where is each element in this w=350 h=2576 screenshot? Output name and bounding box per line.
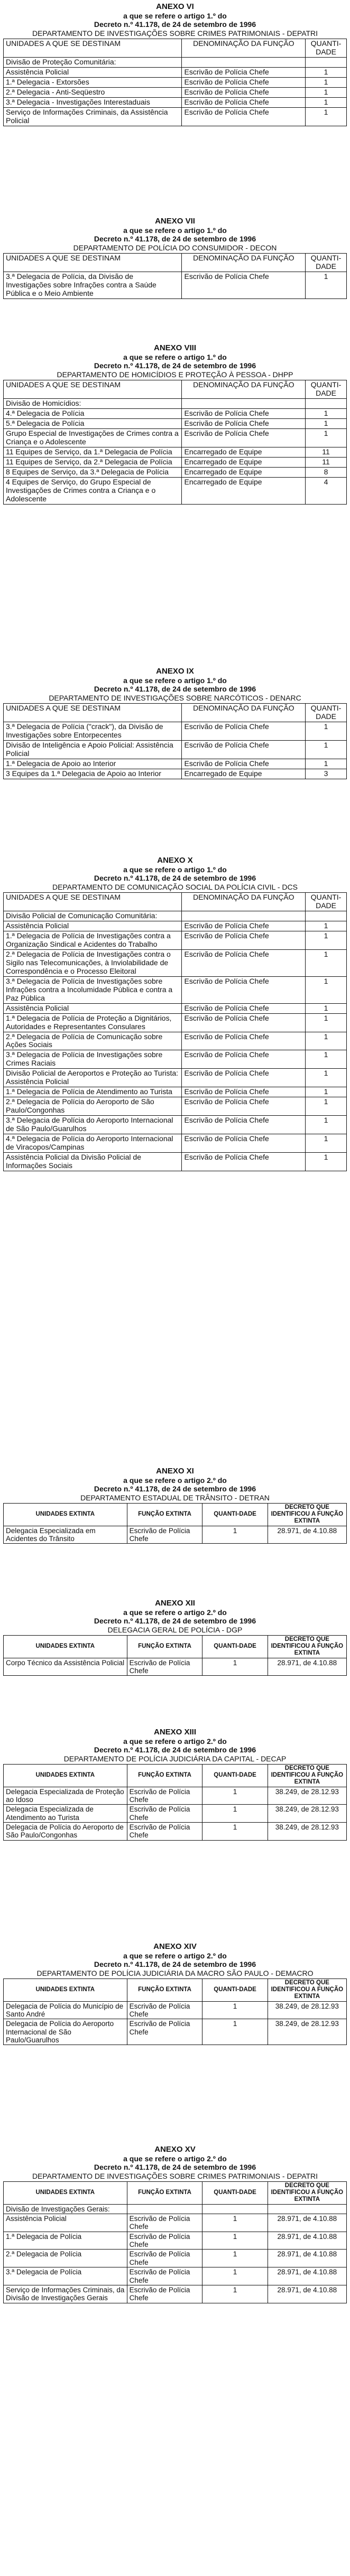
unit-cell: 3.ª Delegacia de Polícia de Investigações sobre Infrações contra a Incolumidade Pública e contra a Paz Pública [4,976,182,1003]
qty-cell: 1 [306,88,347,98]
unit-cell: 1.ª Delegacia - Extorsões [4,78,182,88]
qty-cell: 1 [306,97,347,107]
anexo-6 [3,2,347,126]
func-cell: Escrivão de Polícia Chefe [182,722,306,741]
qty-cell: 8 [306,467,347,477]
table-row [4,769,347,779]
anexo-decreto: Decreto n.º 41.178, de 24 de setembro de 1996 [94,361,256,370]
anexo-ref: a que se refere o artigo 1.º do [123,226,227,235]
unit-cell: 3.ª Delegacia de Polícia [4,2267,127,2285]
col-quantidade: QUANTI-DADE [202,1979,268,2001]
unit-cell: 5.ª Delegacia de Polícia [4,419,182,429]
qty-cell: 1 [202,2001,268,2019]
table-row [4,931,347,950]
table-row [4,2267,347,2285]
table-row [4,1823,347,1841]
col-decreto: DECRETO QUE IDENTIFICOU A FUNÇÃO EXTINTA [268,1504,346,1526]
anexo-9 [3,667,347,779]
func-cell [182,911,306,921]
qty-cell: 1 [306,1134,347,1153]
table-row [4,429,347,447]
func-cell [127,2204,202,2214]
table-row [4,68,347,78]
col-quantidade: QUANTI-DADE [306,380,347,399]
anexo-ref: a que se refere o artigo 2.º do [123,1951,227,1960]
col-decreto: DECRETO QUE IDENTIFICOU A FUNÇÃO EXTINTA [268,1979,346,2001]
anexo-table [3,39,347,126]
func-cell: Encarregado de Equipe [182,477,306,504]
qty-cell: 1 [306,1013,347,1032]
table-row [4,1069,347,1087]
unit-cell: Delegacia de Polícia do Município de Santo André [4,2001,127,2019]
qty-cell: 1 [306,931,347,950]
unit-cell: Grupo Especial de Investigações de Crimes contra a Criança e o Adolescente [4,429,182,447]
unit-cell: 4 Equipes de Serviço, do Grupo Especial de Investigações de Crimes contra a Criança e o Adolescente [4,477,182,504]
anexo-ref: a que se refere o artigo 2.º do [123,1608,227,1617]
unit-cell: 2.ª Delegacia de Polícia de Comunicação sobre Ações Sociais [4,1032,182,1050]
func-cell: Escrivão de Polícia Chefe [182,921,306,931]
col-quantidade: QUANTI-DADE [306,254,347,272]
qty-cell: 1 [202,1805,268,1823]
unit-cell: 3.ª Delegacia de Polícia, da Divisão de Investigações sobre Infrações contra a Saúde Pública e o Meio Ambiente [4,272,182,299]
func-cell: Escrivão de Polícia Chefe [182,1116,306,1134]
anexo-title: ANEXO X [157,856,193,865]
table-row [4,741,347,759]
unit-cell: Delegacia Especializada de Proteção ao Idoso [4,1787,127,1805]
table-row [4,88,347,98]
col-unidades-extinta: UNIDADES EXTINTA [4,1765,127,1787]
col-quantidade: QUANTI-DADE [202,1504,268,1526]
unit-cell: 2.ª Delegacia de Polícia [4,2250,127,2267]
unit-cell: 1.ª Delegacia de Polícia [4,2232,127,2250]
func-cell: Escrivão de Polícia Chefe [182,88,306,98]
table-row [4,467,347,477]
anexo-12 [3,1599,347,1676]
anexo-15 [3,2145,347,2303]
qty-cell [306,399,347,409]
anexo-14 [3,1942,347,2045]
anexo-decreto: Decreto n.º 41.178, de 24 de setembro de 1996 [94,2163,256,2172]
func-cell: Escrivão de Polícia Chefe [127,2001,202,2019]
func-cell: Escrivão de Polícia Chefe [182,949,306,976]
table-row [4,1087,347,1097]
table-row [4,58,347,68]
qty-cell: 4 [306,477,347,504]
col-funcao-extinta: FUNÇÃO EXTINTA [127,1636,202,1658]
func-cell: Escrivão de Polícia Chefe [127,1526,202,1544]
table-row [4,447,347,457]
decreto-cell: 38.249, de 28.12.93 [268,2019,346,2045]
anexo-title: ANEXO XI [156,1467,194,1476]
table-row [4,107,347,126]
qty-cell: 1 [306,78,347,88]
col-denominacao: DENOMINAÇÃO DA FUNÇÃO [182,704,306,722]
qty-cell: 1 [306,1097,347,1116]
func-cell: Escrivão de Polícia Chefe [182,78,306,88]
unit-cell: 3.ª Delegacia - Investigações Interestaduais [4,97,182,107]
anexo-ref: a que se refere o artigo 1.º do [123,11,227,20]
unit-cell: Divisão Policial de Aeroportos e Proteção ao Turista: Assistência Policial [4,1069,182,1087]
anexo-dept: DEPARTAMENTO DE POLÍCIA DO CONSUMIDOR - DECON [73,243,277,252]
anexo-title: ANEXO XII [155,1599,195,1608]
table-row [4,1658,347,1676]
unit-cell: 1.ª Delegacia de Polícia de Investigações contra a Organização Sindical e Acidentes do Trabalho [4,931,182,950]
func-cell: Escrivão de Polícia Chefe [182,741,306,759]
qty-cell: 1 [306,419,347,429]
table-row [4,1032,347,1050]
qty-cell: 1 [306,949,347,976]
col-unidades: UNIDADES A QUE SE DESTINAM [4,254,182,272]
func-cell [182,58,306,68]
func-cell: Escrivão de Polícia Chefe [182,1003,306,1013]
decreto-cell: 28.971, de 4.10.88 [268,2267,346,2285]
decreto-cell: 38.249, de 28.12.93 [268,1805,346,1823]
anexo-title: ANEXO VII [155,217,195,226]
func-cell: Escrivão de Polícia Chefe [182,1069,306,1087]
anexo-dept: DEPARTAMENTO DE HOMICÍDIOS E PROTEÇÃO À PESSOA - DHPP [57,370,293,379]
qty-cell: 1 [202,1526,268,1544]
table-row [4,1116,347,1134]
anexo-dept: DEPARTAMENTO DE COMUNICAÇÃO SOCIAL DA POLÍCIA CIVIL - DCS [52,882,298,891]
unit-cell: 4.ª Delegacia de Polícia [4,409,182,419]
table-row [4,1134,347,1153]
func-cell: Escrivão de Polícia Chefe [127,1823,202,1841]
col-unidades-extinta: UNIDADES EXTINTA [4,2182,127,2204]
unit-cell: 1.ª Delegacia de Polícia de Proteção a Dignitários, Autoridades e Representantes Consulares [4,1013,182,1032]
qty-cell: 1 [306,107,347,126]
func-cell: Escrivão de Polícia Chefe [182,68,306,78]
anexo-ref: a que se refere o artigo 2.º do [123,1476,227,1485]
qty-cell [202,2204,268,2214]
table-row [4,1152,347,1171]
unit-cell: Divisão de Homicídios: [4,399,182,409]
col-denominacao: DENOMINAÇÃO DA FUNÇÃO [182,254,306,272]
func-cell: Escrivão de Polícia Chefe [182,107,306,126]
func-cell: Escrivão de Polícia Chefe [127,2214,202,2232]
unit-cell: Corpo Técnico da Assistência Policial [4,1658,127,1676]
anexo-decreto: Decreto n.º 41.178, de 24 de setembro de 1996 [94,1617,256,1626]
anexo-dept: DEPARTAMENTO DE INVESTIGAÇÕES SOBRE CRIMES PATRIMONIAIS - DEPATRI [32,2171,318,2180]
decreto-cell: 28.971, de 4.10.88 [268,2214,346,2232]
decreto-cell: 38.249, de 28.12.93 [268,1823,346,1841]
anexo-dept: DEPARTAMENTO DE INVESTIGAÇÕES SOBRE NARCÓTICOS - DENARC [49,693,301,702]
col-funcao-extinta: FUNÇÃO EXTINTA [127,2182,202,2204]
table-row [4,1526,347,1544]
anexo-decreto: Decreto n.º 41.178, de 24 de setembro de 1996 [94,1746,256,1754]
unit-cell: 1.ª Delegacia de Apoio ao Interior [4,759,182,769]
unit-cell: 3.ª Delegacia de Polícia do Aeroporto Internacional de São Paulo/Guarulhos [4,1116,182,1134]
anexo-7 [3,217,347,299]
func-cell: Escrivão de Polícia Chefe [127,1805,202,1823]
unit-cell: 3.ª Delegacia de Polícia ("crack"), da Divisão de Investigações sobre Entorpecentes [4,722,182,741]
anexo-table [3,1978,347,2045]
table-row [4,78,347,88]
unit-cell: Delegacia Especializada em Acidentes do Trânsito [4,1526,127,1544]
table-row [4,97,347,107]
col-quantidade: QUANTI-DADE [306,39,347,58]
anexo-table [3,892,347,1171]
func-cell: Escrivão de Polícia Chefe [182,419,306,429]
col-unidades: UNIDADES A QUE SE DESTINAM [4,704,182,722]
unit-cell: Delegacia de Polícia do Aeroporto Internacional de São Paulo/Guarulhos [4,2019,127,2045]
anexo-decreto: Decreto n.º 41.178, de 24 de setembro de 1996 [94,685,256,694]
col-quantidade: QUANTI-DADE [306,704,347,722]
table-row [4,759,347,769]
anexo-decreto: Decreto n.º 41.178, de 24 de setembro de 1996 [94,1485,256,1494]
func-cell: Escrivão de Polícia Chefe [182,429,306,447]
table-row [4,2285,347,2303]
col-decreto: DECRETO QUE IDENTIFICOU A FUNÇÃO EXTINTA [268,2182,346,2204]
anexo-decreto: Decreto n.º 41.178, de 24 de setembro de 1996 [94,1960,256,1969]
func-cell: Escrivão de Polícia Chefe [127,2267,202,2285]
unit-cell: Delegacia Especializada de Atendimento ao Turista [4,1805,127,1823]
anexo-title: ANEXO XIV [153,1942,197,1951]
func-cell: Escrivão de Polícia Chefe [182,1134,306,1153]
table-row [4,477,347,504]
col-unidades: UNIDADES A QUE SE DESTINAM [4,39,182,58]
col-unidades-extinta: UNIDADES EXTINTA [4,1504,127,1526]
decreto-cell: 28.971, de 4.10.88 [268,2232,346,2250]
table-row [4,272,347,299]
col-unidades: UNIDADES A QUE SE DESTINAM [4,380,182,399]
anexo-title: ANEXO IX [156,667,194,676]
table-row [4,1787,347,1805]
qty-cell: 1 [202,2250,268,2267]
qty-cell: 1 [202,1658,268,1676]
unit-cell: Divisão de Inteligência e Apoio Policial: Assistência Policial [4,741,182,759]
anexo-table [3,253,347,299]
col-quantidade: QUANTI-DADE [202,2182,268,2204]
unit-cell: Divisão Policial de Comunicação Comunitária: [4,911,182,921]
unit-cell: 3.ª Delegacia de Polícia de Investigações sobre Crimes Raciais [4,1050,182,1069]
decreto-cell: 28.971, de 4.10.88 [268,1526,346,1544]
col-decreto: DECRETO QUE IDENTIFICOU A FUNÇÃO EXTINTA [268,1636,346,1658]
anexo-table [3,380,347,504]
qty-cell: 1 [306,68,347,78]
anexo-11 [3,1467,347,1544]
qty-cell: 1 [202,2019,268,2045]
anexo-ref: a que se refere o artigo 2.º do [123,2154,227,2163]
col-quantidade: QUANTI-DADE [202,1636,268,1658]
qty-cell: 1 [306,429,347,447]
unit-cell: 11 Equipes de Serviço, da 2.ª Delegacia de Polícia [4,457,182,467]
qty-cell: 1 [306,1050,347,1069]
unit-cell: 2.ª Delegacia - Anti-Seqüestro [4,88,182,98]
func-cell: Escrivão de Polícia Chefe [182,1087,306,1097]
qty-cell: 1 [306,1152,347,1171]
unit-cell: Delegacia de Polícia do Aeroporto de São Paulo/Congonhas [4,1823,127,1841]
anexo-title: ANEXO XV [154,2145,196,2154]
table-row [4,2019,347,2045]
table-row [4,722,347,741]
col-quantidade: QUANTI-DADE [202,1765,268,1787]
func-cell: Escrivão de Polícia Chefe [182,1050,306,1069]
unit-cell: Serviço de Informações Criminais, da Assistência Policial [4,107,182,126]
unit-cell: 1.ª Delegacia de Polícia de Atendimento ao Turista [4,1087,182,1097]
qty-cell: 1 [306,1069,347,1087]
col-unidades-extinta: UNIDADES EXTINTA [4,1979,127,2001]
anexo-13 [3,1728,347,1841]
anexo-dept: DEPARTAMENTO DE POLÍCIA JUDICIÁRIA DA CAPITAL - DECAP [63,1754,287,1763]
unit-cell: 2.ª Delegacia de Polícia de Investigações contra o Sigilo nas Telecomunicações, à Inviolabilidade de Correspondência e o Processo Eleitoral [4,949,182,976]
func-cell: Escrivão de Polícia Chefe [182,97,306,107]
col-funcao-extinta: FUNÇÃO EXTINTA [127,1765,202,1787]
qty-cell: 1 [306,1087,347,1097]
func-cell: Escrivão de Polícia Chefe [127,1658,202,1676]
table-row [4,2250,347,2267]
table-row [4,921,347,931]
unit-cell: Serviço de Informações Criminais, da Divisão de Investigações Gerais [4,2285,127,2303]
table-row [4,2214,347,2232]
table-row [4,399,347,409]
anexo-title: ANEXO VIII [153,343,197,352]
anexo-table [3,703,347,779]
decreto-cell: 38.249, de 28.12.93 [268,1787,346,1805]
unit-cell: 4.ª Delegacia de Polícia do Aeroporto Internacional de Viracopos/Campinas [4,1134,182,1153]
anexo-table [3,1503,347,1544]
table-row [4,976,347,1003]
qty-cell: 1 [306,1032,347,1050]
qty-cell [306,911,347,921]
table-row [4,2001,347,2019]
col-funcao-extinta: FUNÇÃO EXTINTA [127,1504,202,1526]
col-unidades-extinta: UNIDADES EXTINTA [4,1636,127,1658]
anexo-decreto: Decreto n.º 41.178, de 24 de setembro de 1996 [94,20,256,29]
table-row [4,2204,347,2214]
anexo-decreto: Decreto n.º 41.178, de 24 de setembro de 1996 [94,874,256,883]
qty-cell: 1 [306,722,347,741]
anexo-dept: DEPARTAMENTO DE INVESTIGAÇÕES SOBRE CRIMES PATRIMONIAIS - DEPATRI [32,29,318,38]
func-cell: Escrivão de Polícia Chefe [182,1097,306,1116]
func-cell: Escrivão de Polícia Chefe [127,2019,202,2045]
func-cell: Escrivão de Polícia Chefe [182,1152,306,1171]
qty-cell: 1 [306,1116,347,1134]
qty-cell: 1 [306,409,347,419]
func-cell: Escrivão de Polícia Chefe [127,1787,202,1805]
decreto-cell: 28.971, de 4.10.88 [268,1658,346,1676]
qty-cell: 1 [306,921,347,931]
table-row [4,2232,347,2250]
anexo-title: ANEXO VI [156,2,194,11]
unit-cell: Assistência Policial [4,2214,127,2232]
qty-cell: 1 [202,1823,268,1841]
anexo-ref: a que se refere o artigo 2.º do [123,1737,227,1746]
func-cell: Escrivão de Polícia Chefe [182,976,306,1003]
table-row [4,1013,347,1032]
table-row [4,1003,347,1013]
func-cell: Encarregado de Equipe [182,769,306,779]
qty-cell: 1 [306,741,347,759]
func-cell: Encarregado de Equipe [182,457,306,467]
anexo-decreto: Decreto n.º 41.178, de 24 de setembro de 1996 [94,235,256,244]
table-row [4,409,347,419]
table-row [4,1050,347,1069]
anexo-8 [3,343,347,505]
func-cell: Escrivão de Polícia Chefe [182,1032,306,1050]
anexo-ref: a que se refere o artigo 1.º do [123,676,227,685]
anexo-10 [3,856,347,1171]
decreto-cell [268,2204,346,2214]
func-cell [182,399,306,409]
col-funcao-extinta: FUNÇÃO EXTINTA [127,1979,202,2001]
unit-cell: 3 Equipes da 1.ª Delegacia de Apoio ao Interior [4,769,182,779]
anexo-dept: DELEGACIA GERAL DE POLÍCIA - DGP [107,1625,243,1634]
anexo-table [3,1764,347,1841]
qty-cell: 1 [306,272,347,299]
anexo-title: ANEXO XIII [153,1728,197,1737]
col-denominacao: DENOMINAÇÃO DA FUNÇÃO [182,893,306,911]
unit-cell: Assistência Policial [4,1003,182,1013]
unit-cell: Assistência Policial da Divisão Policial de Informações Sociais [4,1152,182,1171]
func-cell: Escrivão de Polícia Chefe [127,2250,202,2267]
decreto-cell: 28.971, de 4.10.88 [268,2250,346,2267]
col-decreto: DECRETO QUE IDENTIFICOU A FUNÇÃO EXTINTA [268,1765,346,1787]
unit-cell: 11 Equipes de Serviço, da 1.ª Delegacia de Polícia [4,447,182,457]
anexo-dept: DEPARTAMENTO DE POLÍCIA JUDICIÁRIA DA MACRO SÃO PAULO - DEMACRO [36,1968,314,1977]
unit-cell: Divisão de Proteção Comunitária: [4,58,182,68]
anexo-table [3,1635,347,1676]
qty-cell: 11 [306,457,347,467]
table-row [4,1097,347,1116]
decreto-cell: 38.249, de 28.12.93 [268,2001,346,2019]
qty-cell [306,58,347,68]
qty-cell: 1 [202,2214,268,2232]
anexo-table [3,2181,347,2303]
func-cell: Encarregado de Equipe [182,467,306,477]
func-cell: Escrivão de Polícia Chefe [182,272,306,299]
func-cell: Escrivão de Polícia Chefe [182,409,306,419]
qty-cell: 1 [202,2267,268,2285]
func-cell: Escrivão de Polícia Chefe [182,1013,306,1032]
col-quantidade: QUANTI-DADE [306,893,347,911]
func-cell: Escrivão de Polícia Chefe [127,2285,202,2303]
unit-cell: Assistência Policial [4,68,182,78]
unit-cell: Assistência Policial [4,921,182,931]
table-row [4,911,347,921]
decreto-cell: 28.971, de 4.10.88 [268,2285,346,2303]
qty-cell: 1 [306,759,347,769]
table-row [4,419,347,429]
func-cell: Encarregado de Equipe [182,447,306,457]
qty-cell: 1 [202,2285,268,2303]
qty-cell: 1 [202,1787,268,1805]
anexo-dept: DEPARTAMENTO ESTADUAL DE TRÂNSITO - DETRAN [80,1493,270,1502]
func-cell: Escrivão de Polícia Chefe [127,2232,202,2250]
table-row [4,1805,347,1823]
unit-cell: Divisão de Investigações Gerais: [4,2204,127,2214]
unit-cell: 2.ª Delegacia de Polícia do Aeroporto de São Paulo/Congonhas [4,1097,182,1116]
qty-cell: 11 [306,447,347,457]
table-row [4,457,347,467]
table-row [4,949,347,976]
col-denominacao: DENOMINAÇÃO DA FUNÇÃO [182,39,306,58]
qty-cell: 3 [306,769,347,779]
func-cell: Escrivão de Polícia Chefe [182,931,306,950]
col-unidades: UNIDADES A QUE SE DESTINAM [4,893,182,911]
qty-cell: 1 [306,1003,347,1013]
qty-cell: 1 [306,976,347,1003]
unit-cell: 8 Equipes de Serviço, da 3.ª Delegacia de Polícia [4,467,182,477]
col-denominacao: DENOMINAÇÃO DA FUNÇÃO [182,380,306,399]
func-cell: Escrivão de Polícia Chefe [182,759,306,769]
anexo-ref: a que se refere o artigo 1.º do [123,352,227,361]
qty-cell: 1 [202,2232,268,2250]
anexo-ref: a que se refere o artigo 1.º do [123,865,227,874]
